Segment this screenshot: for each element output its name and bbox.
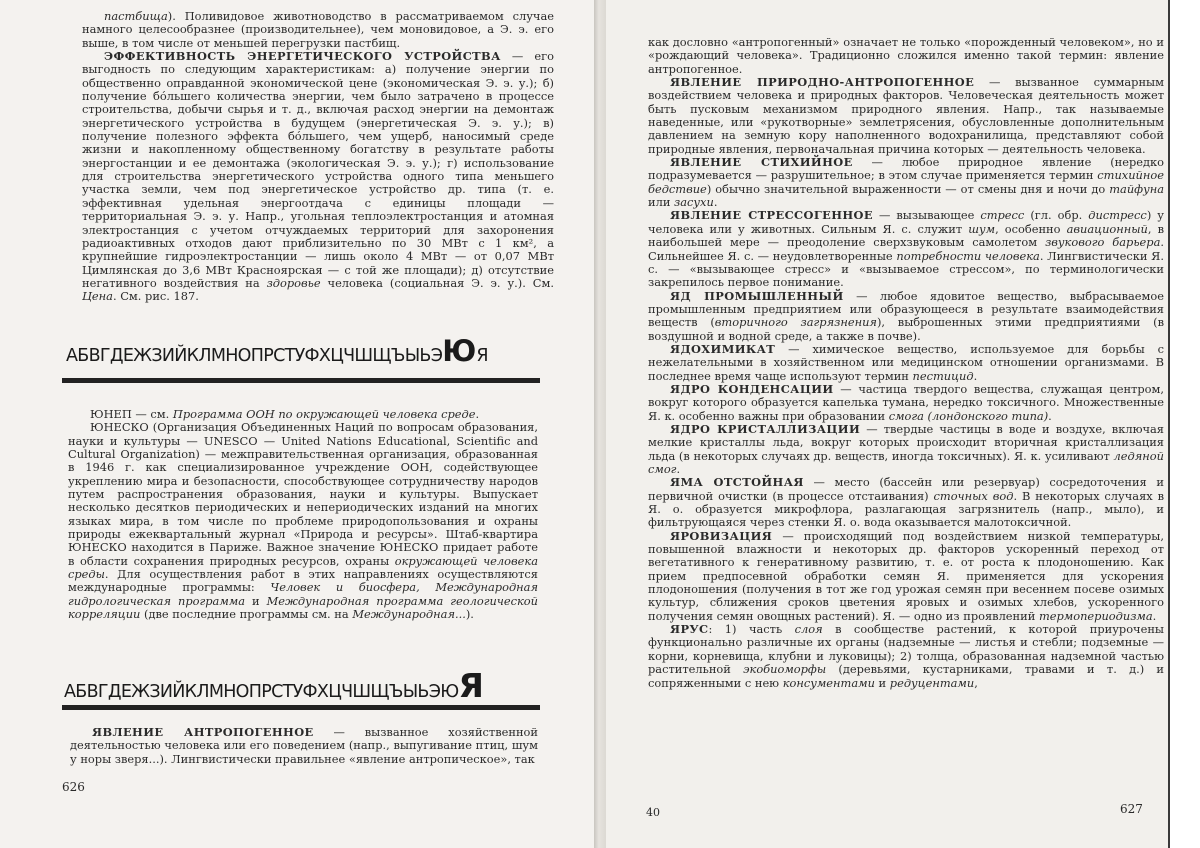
left-page [0,0,594,848]
right-page [606,0,1170,848]
cross-reference: авиационный [1066,221,1148,236]
paragraph-text: ЮНЕП — см. [90,407,173,421]
cross-reference: шум [968,221,996,236]
cross-reference: стресс [980,208,1025,223]
left-middle-text [68,408,538,622]
paragraph [82,10,554,50]
left-bottom-text [70,726,538,766]
cross-reference: экобиоморфы [743,662,827,677]
entry-headword: ЯВЛЕНИЕ СТИХИЙНОЕ [670,155,853,170]
cross-reference: Программа ООН по окружающей человека среде [172,407,476,421]
paragraph-text: : 1) часть [708,622,795,637]
page-number-left: 626 [62,780,85,794]
paragraph [648,476,1164,529]
paragraph [648,36,1164,76]
alphabet-index-ya [64,666,484,705]
cross-reference: ледяной смог [648,448,1164,476]
paragraph-text: ) у человека или у животных. Сильным Я. с. служит [648,208,1164,236]
paragraph-text: . См. рис. 187. [112,289,199,304]
paragraph [70,726,538,766]
cross-reference: Международная... [352,607,466,622]
alphabet-index-current-letter: Ю [442,334,477,368]
entry-headword: ЯВЛЕНИЕ СТРЕССОГЕННОЕ [670,208,873,223]
paragraph [648,156,1164,209]
section-divider [62,378,540,383]
paragraph-text: — его выгодность по следующим характеристикам: а) получение энергии по общественно оправданной экономической цене (экономическая Э. э. у.); б) получение бо́льшего количества энергии, чем было затрачено в процессе строительства, добычи сырья и т. д., включая расход энергии на демонтаж энергетического устройства в будущем (энергетическая Э. э. у.); в) получение полезного эффекта бо́льшего, чем ущерб, наносимый среде жизни и накопленному общественному богатству в результате работы энергостанции и ее демонтажа (экологическая Э. э. у.); г) использование для строительства энергетического устройства одного типа меньшего участка земли, чем под энергетическое устройство др. типа (т. е. эффективная удельная энергоотдача с единицы площади — территориальная Э. э. у. Напр., угольная теплоэлектростанция и атомная электростанция с учетом отчуждаемых территорий для захоронения радиоактивных отходов дают приблизительно по 30 МВт с 1 км², а крупнейшие гидроэлектростанции — лишь около 4 МВт — от 0,07 МВт Цимлянская до 3,6 МВт Красноярская — с той же площади); д) отсутствие негативного воздействия на [82,49,554,290]
paragraph-text: . [475,407,480,421]
alphabet-index-letters: АБВГДЕЖЗИЙКЛМНОПРСТУФХЦЧШЩЪЫЬЭЮ [64,682,459,702]
paragraph-text: — частица твердого вещества, служащая центром, вокруг которого образуется капелька тумана, нередко токсичного. Множественные Я. к. особенно важны при образовании [648,381,1164,423]
cross-reference: Цена [82,289,113,304]
cross-reference: сточных вод [933,488,1014,503]
cross-reference: засухи [674,195,714,210]
cross-reference: стихийное бедствие [648,168,1164,196]
paragraph-text: — вызванное хозяйственной деятельностью человека или его поведением (напр., выпугивание птиц, шум у норы зверя...). Лингвистически правильнее «явление антропическое», так [70,725,539,766]
paragraph-text: как дословно «антропогенный» означает не только «порожденный человеком», но и «рождающий человека». Традиционно сложился именно такой термин: явление антропогенное. [648,35,1164,76]
entry-headword: ЯДОХИМИКАТ [670,341,776,356]
paragraph [82,50,554,304]
entry-headword: ЯДРО КОНДЕНСАЦИИ [670,381,834,396]
paragraph-text: — место (бассейн или резервуар) сосредоточения и первичной очистки (в процессе отстаивания) [648,475,1164,503]
paragraph-text: , в наибольшей мере — преодоление сверхзвуковым самолетом [648,221,1164,250]
paragraph-text: , особенно [995,221,1067,236]
paragraph-text: (деревьями, кустарниками, травами и т. д.) и сопряженными с нею [648,662,1164,690]
paragraph-text: . Сильнейшее Я. с. — неудовлетворенные [648,235,1164,263]
cross-reference: пастбища [104,9,168,23]
cross-reference: слоя [794,622,823,637]
paragraph-text: — любое ядовитое вещество, выбрасываемое промышленным предприятием или образующееся в результате взаимодействия веществ ( [648,288,1165,330]
paragraph-text: . [1048,408,1052,423]
paragraph-text: ). [465,607,474,622]
cross-reference: потребности человека [896,248,1040,263]
alphabet-index-yu [66,334,488,368]
alphabet-index-letters: АБВГДЕЖЗИЙКЛМНОПРСТУФХЦЧШЩЪЫЬЭ [66,346,443,366]
cross-reference: здоровье [266,275,321,290]
paragraph-text: . Лингвистически Я. с. — «вызывающее стресс» и «вызываемое стрессом», по терминологически закрепилось первое понимание. [648,248,1164,290]
cross-reference: дистресс [1088,208,1147,223]
paragraph-text: — вызывающее [872,208,981,223]
paragraph-text: — происходящий под воздействием низкой температуры, повышенной влажности и некоторых др. факторов ускоренный переход от вегетативного к генеративному развитию, т. е. от роста к плодоношению. Как прием предпосевной обработки семян Я. применяется для ускорения плодоношения (получения в тот же год урожая семян при весеннем посеве озимых культур, сближения сроков цветения яровых и озимых хлебов, ускоренного получения семян овощных растений). Я. — одно из проявлений [648,528,1164,623]
paragraph [648,623,1164,690]
paragraph-text: ) обычно значительной выраженности — от смены дня и ночи до [706,181,1110,196]
paragraph [648,343,1164,383]
entry-headword: ЯРОВИЗАЦИЯ [670,528,773,543]
paragraph-text: и [874,675,890,690]
entry-headword: ЯВЛЕНИЕ АНТРОПОГЕННОЕ [92,725,314,739]
page-number-right: 627 [1120,802,1143,816]
cross-reference: звукового барьера [1045,235,1161,250]
section-divider [62,705,540,710]
alphabet-index-letters-after: Я [476,346,489,366]
cross-reference: пестицид [912,368,974,383]
paragraph [648,530,1164,623]
paragraph-text: в сообществе растений, к которой приурочены функционально различные их органы (надземные — листья и стебли; подземные — корни, корневища, клубни и луковицы); 2) толща, образованная надземной частью растительной [648,622,1164,677]
cross-reference: смога (лондонского типа) [888,408,1049,423]
paragraph [648,290,1164,343]
paragraph-text: , [974,675,978,690]
entry-headword: ЯДРО КРИСТАЛЛИЗАЦИИ [670,421,861,436]
paragraph-text: человека (социальная Э. э. у.). См. [320,275,554,290]
book-gutter [594,0,606,848]
entry-headword: ЯД ПРОМЫШЛЕННЫЙ [670,288,844,303]
paragraph [648,423,1164,476]
paragraph-text: ), выброшенных этими предприятиями (в воздушной и водной среде, а также в почве). [648,315,1164,343]
entry-headword: ЯВЛЕНИЕ ПРИРОДНО-АНТРОПОГЕННОЕ [670,75,975,90]
paragraph [648,209,1164,289]
right-text [648,36,1164,690]
paragraph-text: — химическое вещество, используемое для борьбы с нежелательными в хозяйственном или медицинском отношении организмами. В последнее время чаще используют термин [648,341,1164,383]
cross-reference: редуцентами [889,675,975,690]
paragraph-text: . [1152,608,1157,623]
scan-margin [1170,0,1200,848]
left-top-text [82,10,554,304]
cross-reference: консументами [782,675,875,690]
paragraph-text: . Для осуществления работ в этих направлениях осуществляются международные программы: [68,567,538,595]
paragraph-text: — любое природное явление (нередко подразумевается — разрушительное; в этом случае применяется термин [648,155,1164,183]
paragraph [68,421,538,621]
paragraph-text: (гл. обр. [1024,208,1089,223]
entry-headword: ЯМА ОТСТОЙНАЯ [670,475,804,490]
margin-mark: 40 [646,806,660,819]
cross-reference: окружающей человека среды [68,553,538,582]
paragraph [68,408,538,421]
paragraph-text: — твердые частицы в воде и воздухе, включая мелкие кристаллы льда, вокруг которых происходит вторичная кристаллизация льда (в некоторых случаях др. веществ, иногда токсичных). Я. к. усиливают [648,421,1164,463]
paragraph [648,76,1164,156]
paragraph-text: — вызванное суммарным воздействием человека и природных факторов. Человеческая деятельность может быть пусковым механизмом природного явления. Напр., так называемые наведенные, или «рукотворные» землетрясения, обусловленные дополнительным давлением на земную кору наполненного водохранилища, представляют собой природные явления, первоначальная причина которых — деятельность человека. [648,75,1164,156]
alphabet-index-current-letter: Я [458,666,484,705]
paragraph-text: и [245,593,267,608]
paragraph [648,383,1164,423]
entry-headword: ЯРУС [670,622,709,637]
entry-headword: ЭФФЕКТИВНОСТЬ ЭНЕРГЕТИЧЕСКОГО УСТРОЙСТВА [104,49,501,64]
paragraph-text: . [973,368,978,383]
paragraph-text: ЮНЕСКО (Организация Объединенных Наций по вопросам образования, науки и культуры — UNESCO — United Nations Educational, Scientific and Cultural Organization) — межправительственная организация, образованная в 1946 г. как специализированное учреждение ООН, содействующее укреплению мира и безопасности, способствующее сотрудничеству народов путем распространения образования, науки и культуры. Выпускает несколько десятков периодических и непериодических изданий на многих языках мира, в том числе по проблеме природопользования и охраны природы ежеквартальный журнал «Природа и ресурсы». Штаб-квартира ЮНЕСКО находится в Париже. Важное значение ЮНЕСКО придает работе в области сохранения природных ресурсов, охраны [68,420,538,568]
cross-reference: термопериодизма [1038,608,1153,623]
cross-reference: вторичного загрязнения [714,315,877,330]
paragraph-text: (две последние программы см. на [140,607,353,622]
paragraph-text: ). Поливидовое животноводство в рассматриваемом случае намного целесообразнее (производительнее), чем моновидовое, а Э. э. его выше, в том числе от меньшей перегрузки пастбищ. [82,9,554,50]
paragraph-text: . [676,462,681,476]
cross-reference: тайфуна [1109,181,1164,196]
cross-reference: Человек и биосфера, Международная гидрологическая программа [68,580,538,608]
paragraph-text: . [713,195,718,210]
cross-reference: Международная программа геологической корреляции [68,593,538,622]
paragraph-text: . В некоторых случаях в Я. о. образуется микрофлора, разлагающая загрязнитель (напр., мыло), и фильтрующаяся через стенки Я. о. вода оказывается малотоксичной. [648,488,1164,530]
paragraph-text: или [648,195,675,210]
